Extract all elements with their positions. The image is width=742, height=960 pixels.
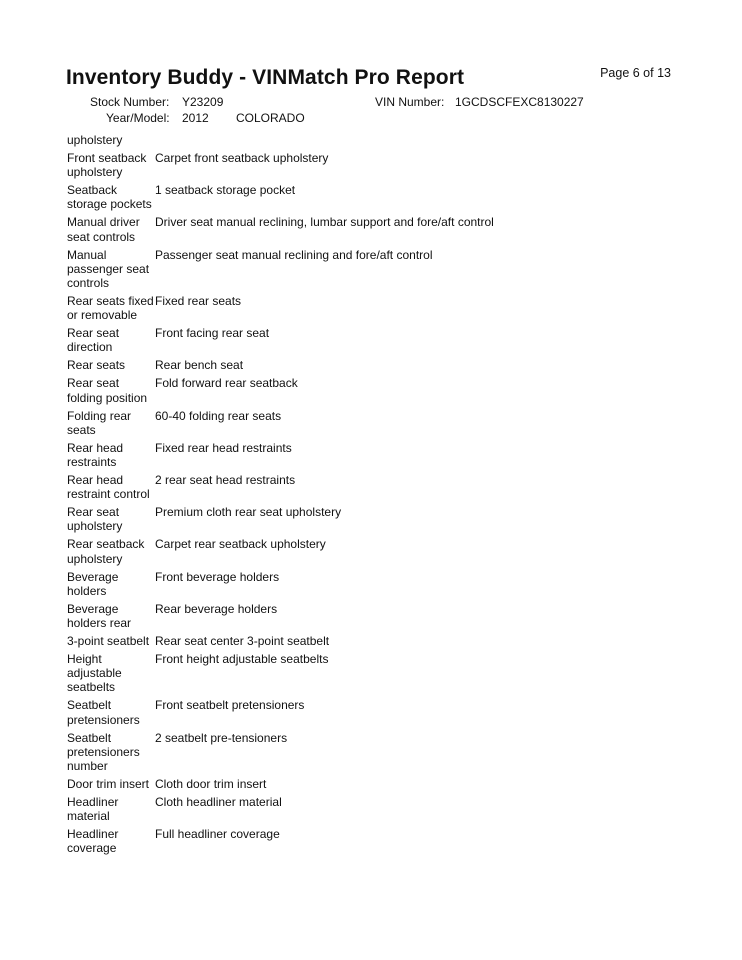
feature-row bbox=[67, 652, 677, 695]
feature-value: Premium cloth rear seat upholstery bbox=[155, 505, 342, 520]
feature-name: Rear seat direction bbox=[67, 326, 120, 355]
stock-number-label: Stock Number: bbox=[90, 95, 170, 109]
vin-number-label: VIN Number: bbox=[375, 95, 445, 109]
feature-row bbox=[67, 248, 677, 291]
feature-row bbox=[67, 634, 677, 648]
feature-row bbox=[67, 376, 677, 404]
feature-value: Driver seat manual reclining, lumbar support and fore/aft control bbox=[155, 215, 494, 230]
model-value: COLORADO bbox=[236, 111, 305, 125]
vin-number-value: 1GCDSCFEXC8130227 bbox=[455, 95, 584, 109]
feature-value: Cloth door trim insert bbox=[155, 777, 267, 792]
feature-name: Seatbelt pretensioners bbox=[67, 698, 140, 727]
feature-name: Rear seat folding position bbox=[67, 376, 148, 405]
feature-name: Beverage holders bbox=[67, 569, 119, 598]
feature-name: Height adjustable seatbelts bbox=[67, 652, 122, 695]
feature-value: Full headliner coverage bbox=[155, 827, 280, 842]
feature-name: Rear seat upholstery bbox=[67, 505, 123, 534]
feature-value: Cloth headliner material bbox=[155, 795, 282, 810]
feature-row bbox=[67, 505, 677, 533]
feature-value: Rear seat center 3-point seatbelt bbox=[155, 634, 330, 649]
feature-name: Seatback storage pockets bbox=[67, 183, 152, 212]
feature-name: Door trim insert bbox=[67, 777, 150, 792]
feature-row bbox=[67, 731, 677, 774]
feature-row bbox=[67, 326, 677, 354]
feature-row bbox=[67, 473, 677, 501]
year-value: 2012 bbox=[182, 111, 209, 125]
feature-row bbox=[67, 602, 677, 630]
feature-row bbox=[67, 827, 677, 855]
feature-row bbox=[67, 409, 677, 437]
continuation-text: upholstery bbox=[67, 133, 123, 147]
year-model-label: Year/Model: bbox=[106, 111, 170, 125]
feature-row bbox=[67, 777, 677, 791]
feature-name: Rear seatback upholstery bbox=[67, 537, 145, 566]
feature-name: Front seatback upholstery bbox=[67, 151, 147, 180]
feature-name: Manual driver seat controls bbox=[67, 215, 140, 244]
feature-row bbox=[67, 795, 677, 823]
feature-value: 2 rear seat head restraints bbox=[155, 473, 296, 488]
feature-value: Carpet rear seatback upholstery bbox=[155, 537, 326, 552]
feature-list bbox=[67, 133, 677, 859]
report-title: Inventory Buddy - VINMatch Pro Report bbox=[66, 66, 465, 89]
feature-value: Fold forward rear seatback bbox=[155, 376, 298, 391]
feature-row bbox=[67, 698, 677, 726]
feature-value: Front beverage holders bbox=[155, 569, 280, 584]
feature-row bbox=[67, 358, 677, 372]
feature-name: Rear head restraint control bbox=[67, 473, 150, 502]
feature-row bbox=[67, 183, 677, 211]
feature-value: Front seatbelt pretensioners bbox=[155, 698, 305, 713]
feature-name: Rear seats bbox=[67, 358, 126, 373]
feature-name: Rear seats fixed or removable bbox=[67, 294, 154, 323]
feature-value: Carpet front seatback upholstery bbox=[155, 151, 329, 165]
feature-value: Rear bench seat bbox=[155, 358, 244, 373]
continuation-row bbox=[67, 133, 677, 147]
feature-name: Manual passenger seat controls bbox=[67, 247, 150, 291]
feature-row bbox=[67, 294, 677, 322]
feature-name: 3-point seatbelt bbox=[67, 634, 150, 649]
feature-row bbox=[67, 441, 677, 469]
feature-name: Headliner material bbox=[67, 795, 119, 824]
feature-name: Rear head restraints bbox=[67, 440, 124, 470]
feature-value: Rear beverage holders bbox=[155, 601, 278, 616]
feature-name: Folding rear seats bbox=[67, 408, 132, 437]
feature-value: Fixed rear head restraints bbox=[155, 440, 292, 455]
feature-row bbox=[67, 151, 677, 179]
feature-value: Fixed rear seats bbox=[155, 294, 242, 309]
stock-number-value: Y23209 bbox=[182, 95, 224, 109]
feature-value: Front height adjustable seatbelts bbox=[155, 652, 329, 667]
page-number: Page 6 of 13 bbox=[600, 66, 671, 80]
feature-row bbox=[67, 570, 677, 598]
feature-value: 2 seatbelt pre-tensioners bbox=[155, 730, 288, 745]
feature-name: Headliner coverage bbox=[67, 827, 119, 856]
feature-value: Front facing rear seat bbox=[155, 326, 270, 341]
feature-value: 1 seatback storage pocket bbox=[155, 183, 296, 198]
feature-value: 60-40 folding rear seats bbox=[155, 408, 282, 423]
feature-row bbox=[67, 215, 677, 243]
feature-name: Beverage holders rear bbox=[67, 601, 132, 631]
feature-name: Seatbelt pretensioners number bbox=[67, 730, 140, 774]
feature-row bbox=[67, 537, 677, 565]
feature-value: Passenger seat manual reclining and fore/aft control bbox=[155, 247, 433, 262]
